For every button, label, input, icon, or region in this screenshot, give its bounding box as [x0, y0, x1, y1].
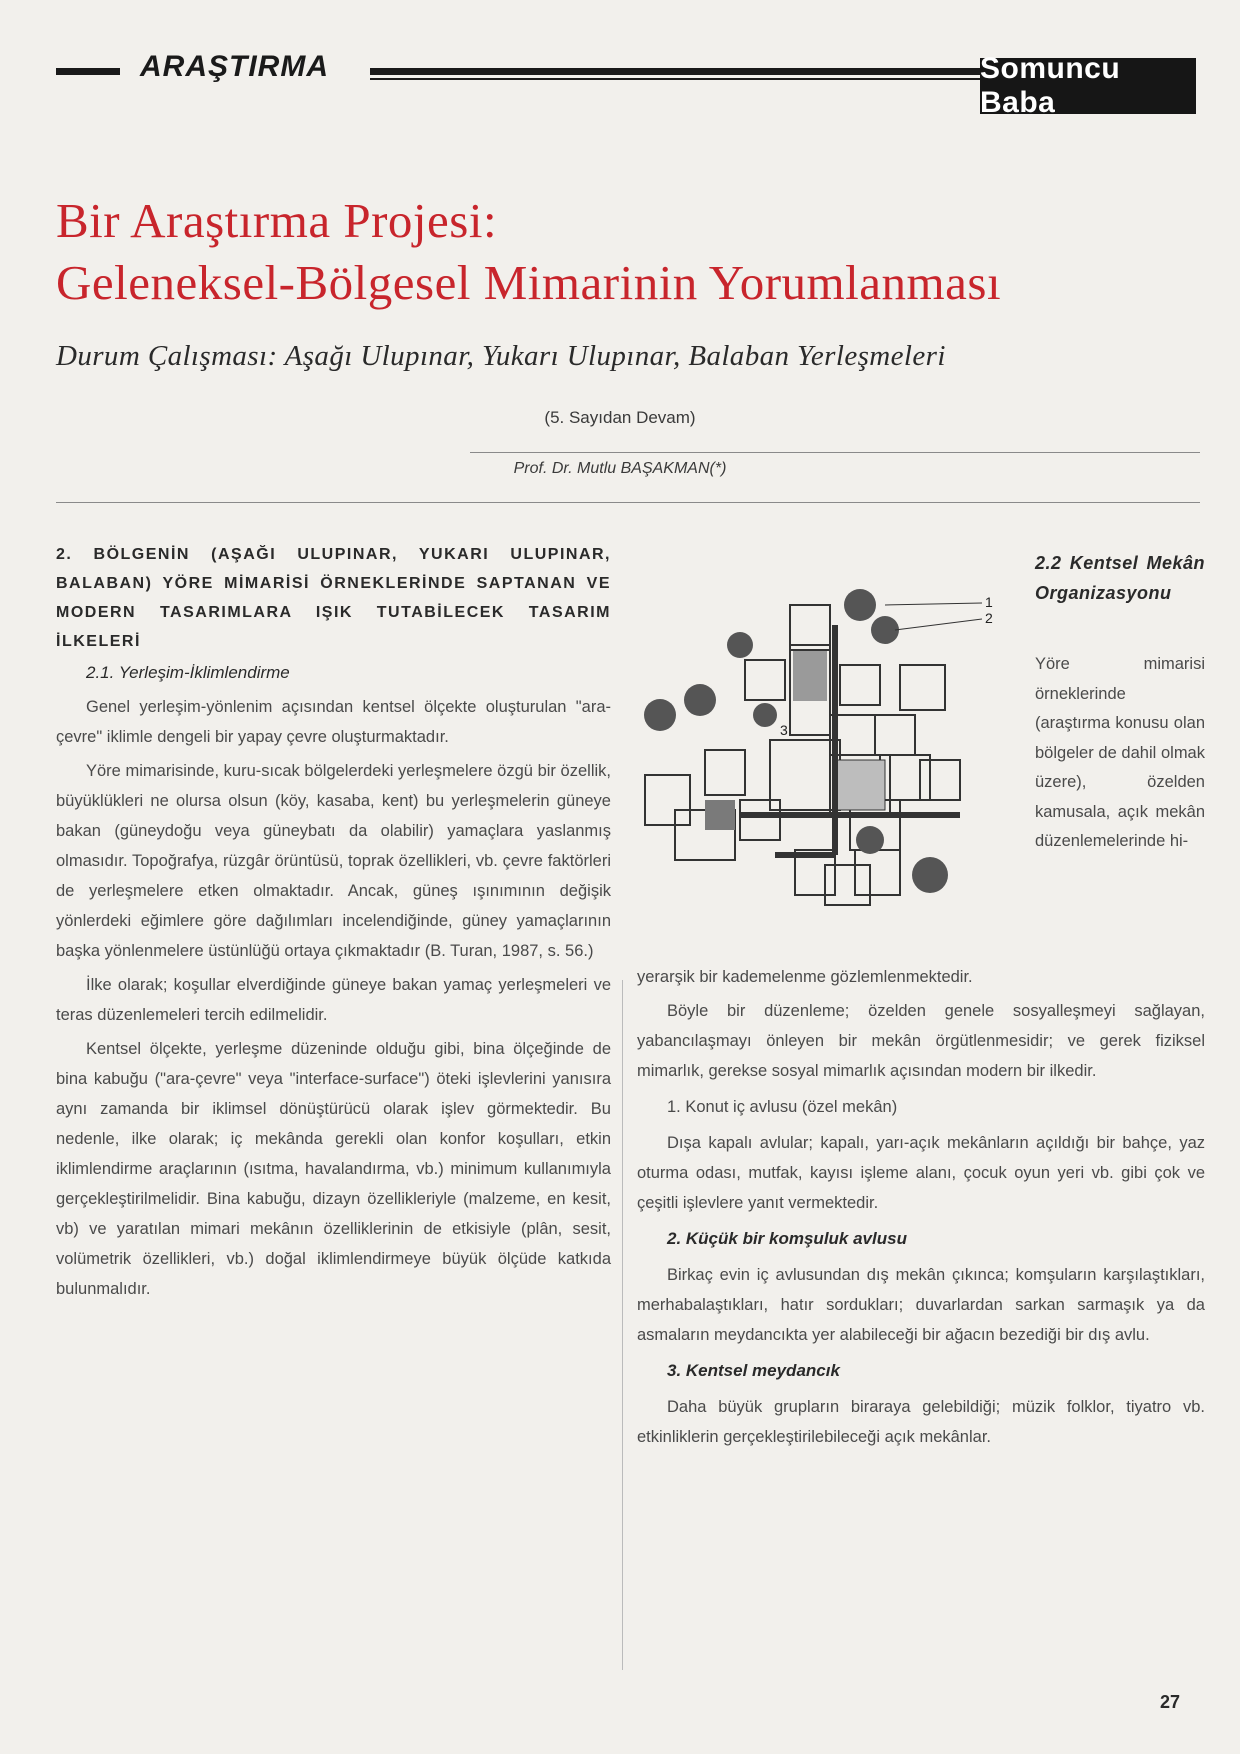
list-item-title: 2. Küçük bir komşuluk avlusu [667, 1229, 907, 1248]
shaded-block [793, 651, 827, 701]
shaded-block [705, 800, 735, 830]
building-block [825, 865, 870, 905]
building-block [840, 665, 880, 705]
building-block [645, 775, 690, 825]
author-rule-top [470, 452, 1200, 453]
leader-line [885, 603, 982, 605]
tree-icon [871, 616, 899, 644]
article-title [56, 190, 1206, 314]
paragraph: İlke olarak; koşullar elverdiğinde güneye bakan yamaç yerleşmeleri ve teras düzenlemeleri tercih edilmelidir. [56, 976, 611, 1024]
building-block [900, 665, 945, 710]
side-text: Yöre mimarisi örneklerinde (araştırma konusu olan bölgeler de dahil olmak üzere), özelden kamusala, açık mekân düzenlemelerinde hi- [1035, 655, 1205, 850]
tree-icon [856, 826, 884, 854]
paragraph: Birkaç evin iç avlusundan dış mekân çıkınca; komşuların karşılaştıkları, merhabalaştıkları, hatır sordukları; duvarlardan sarkan sarmaşık ya da asmaların meydancıkta yer alabileceği bir ağacın bezediği bir dış avlu. [637, 1266, 1205, 1344]
author-rule-bottom [56, 502, 1200, 503]
tree-icon [644, 699, 676, 731]
wrap-text: yerarşik bir kademelenme gözlemlenmektedir. [637, 968, 973, 986]
paragraph: Genel yerleşim-yönlenim açısından kentsel ölçekte oluşturulan "ara-çevre" iklimle dengeli bir yapay çevre oluşturmaktadır. [56, 698, 611, 746]
article-subtitle: Durum Çalışması: Aşağı Ulupınar, Yukarı Ulupınar, Balaban Yerleşmeleri [56, 340, 946, 372]
right-column [637, 962, 1205, 1456]
continued-note: (5. Sayıdan Devam) [544, 408, 696, 427]
sub-heading: 2.1. Yerleşim-İklimlendirme [86, 663, 290, 682]
tree-icon [912, 857, 948, 893]
paragraph: Yöre mimarisinde, kuru-sıcak bölgelerdeki yerleşmelere özgü bir özellik, büyüklükleri ne olursa olsun (köy, kasaba, kent) bu yerleşmelerin güneye bakan (güneydoğu veya güneybatı da olabilir) yamaçlara yaslanmış olmasıdır. Topoğrafya, rüzgâr örüntüsü, toprak özellikleri, vb. çevre faktörleri de yerleşmelere etken olmaktadır. Ancak, güneş ışınımının değişik yönlerdeki eğimlere göre dağılımları incelendiğinde, güney yamaçlarının başka yönlenmelere üstünlüğü ortaya çıkmaktadır (B. Turan, 1987, s. 56.) [56, 762, 611, 960]
building-block [705, 750, 745, 795]
header-rule-left [56, 68, 120, 75]
title-line-1: Bir Araştırma Projesi: [56, 193, 498, 248]
courtyard-grid [835, 760, 885, 810]
title-line-2: Geleneksel-Bölgesel Mimarinin Yorumlanması [56, 255, 1002, 310]
paragraph: Böyle bir düzenleme; özelden genele sosyalleşmeyi sağlayan, yabancılaşmayı önleyen bir mekân örgütlenmesidir; ve gerek fiziksel mimarlık, gerekse sosyal mimarlık açısından modern bir ilkedir. [637, 1002, 1205, 1080]
tree-icon [753, 703, 777, 727]
building-block [855, 850, 900, 895]
tree-icon [727, 632, 753, 658]
paragraph: Kentsel ölçekte, yerleşme düzeninde olduğu gibi, bina ölçeğinde de bina kabuğu ("ara-çevre" veya "interface-surface") öteki işlevlerini yanısıra aynı zamanda bir iklimsel dönüştürücü olarak işlev görmektedir. Bu nedenle, ilke olarak; iç mekânda gerekli olan konfor koşulları, etkin iklimlendirme araçlarının (ısıtma, havalandırma, vb.) minimum kullanımıyla gerçekleştirilmelidir. Bina kabuğu, dizayn özellikleriyle (malzeme, en kesit, vb) ve yaratılan mimari mekânın özelliklerinin de etkisiyle (plân, sesit, volümetrik özellikleri, vb.) doğal iklimlendirmeye büyük ölçüde katkıda bulunmalıdır. [56, 1040, 611, 1298]
author: Prof. Dr. Mutlu BAŞAKMAN(*) [513, 460, 727, 477]
tree-icon [684, 684, 716, 716]
leader-line [895, 619, 982, 630]
diagram-label-3: 3 [780, 722, 788, 738]
side-heading: 2.2 Kentsel Mekân Organizasyonu [1035, 553, 1205, 603]
building-block [920, 760, 960, 800]
diagram-label-2: 2 [985, 610, 993, 626]
diagram-label-1: 1 [985, 594, 993, 610]
paragraph: Daha büyük grupların biraraya gelebildiği; müzik folklor, tiyatro vb. etkinliklerin gerçekleştirilebileceği açık mekânlar. [637, 1398, 1205, 1446]
building-block [875, 715, 915, 755]
header-rule-thin [370, 78, 980, 80]
header-rule [370, 68, 980, 75]
building-block [880, 755, 930, 800]
section-heading: 2. BÖLGENİN (AŞAĞI ULUPINAR, YUKARI ULUPINAR, BALABAN) YÖRE MİMARİSİ ÖRNEKLERİNDE SAPTANAN VE MODERN TASARIMLARA IŞIK TUTABİLECEK TASARIM İLKELERİ [56, 546, 611, 650]
building-block [790, 605, 830, 650]
building-block [745, 660, 785, 700]
tree-icon [844, 589, 876, 621]
paragraph: Dışa kapalı avlular; kapalı, yarı-açık mekânların açıldığı bir bahçe, yaz oturma odası, mutfak, kayısı işleme alanı, çocuk oyun yeri vb. gibi çok ve çeşitli işlevlere yanıt vermektedir. [637, 1134, 1205, 1212]
left-column [56, 540, 611, 1308]
magazine-brand: Somuncu Baba [980, 58, 1196, 114]
section-label: ARAŞTIRMA [140, 50, 329, 83]
list-item-title: 3. Kentsel meydancık [667, 1361, 840, 1380]
settlement-diagram [630, 585, 1030, 915]
building-block [740, 800, 780, 840]
column-divider [622, 980, 623, 1670]
list-item-title: 1. Konut iç avlusu (özel mekân) [667, 1098, 898, 1116]
page-number: 27 [1160, 1692, 1181, 1712]
